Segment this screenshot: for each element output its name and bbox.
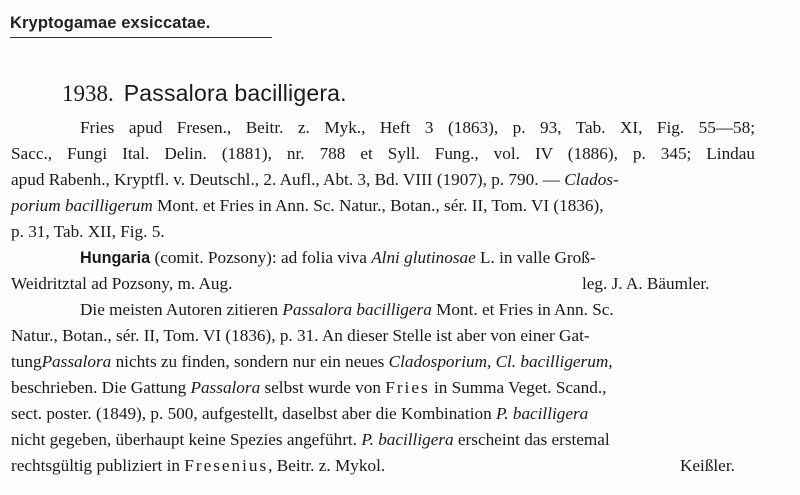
entry-number: 1938. <box>62 81 114 106</box>
collector: leg. J. A. Bäumler. <box>582 274 710 293</box>
para2-line2: Weidritztal ad Pozsony, m. Aug. <box>11 274 233 293</box>
para3-line2: Natur., Botan., sér. II, Tom. VI (1836), p. 31. An dieser Stelle ist aber von einer Gat- <box>11 326 590 345</box>
para1-line4: porium bacilligerum Mont. et Fries in Ann. Sc. Natur., Botan., sér. II, Tom. VI (1836), <box>11 196 604 215</box>
para1-line2: Sacc., Fungi Ital. Delin. (1881), nr. 788 et Syll. Fung., vol. IV (1886), p. 345; Lindau <box>11 144 755 163</box>
para3-line1: Die meisten Autoren zitieren Passalora bacilligera Mont. et Fries in Ann. Sc. <box>80 300 614 319</box>
para3-line5: sect. poster. (1849), p. 500, aufgestellt, daselbst aber die Kombination P. bacilligera <box>11 404 589 423</box>
para1-line5: p. 31, Tab. XII, Fig. 5. <box>11 222 165 241</box>
para2-line1: Hungaria (comit. Pozsony): ad folia viva Alni glutinosae L. in valle Groß- <box>80 248 596 267</box>
para1-line1: Fries apud Fresen., Beitr. z. Myk., Heft 3 (1863), p. 93, Tab. XI, Fig. 55—58; <box>80 118 755 137</box>
entry-title <box>62 80 347 107</box>
para1-line3: apud Rabenh., Kryptfl. v. Deutschl., 2. Aufl., Abt. 3, Bd. VIII (1907), p. 790. — Clados- <box>11 170 619 189</box>
author-signature: Keißler. <box>680 456 735 475</box>
species-name: Passalora bacilligera. <box>123 80 347 106</box>
para3-line4: beschrieben. Die Gattung Passalora selbst wurde von Fries in Summa Veget. Scand., <box>11 378 607 397</box>
section-header: Kryptogamae exsiccatae. <box>10 14 272 38</box>
para3-line7: rechtsgültig publiziert in Fresenius, Beitr. z. Mykol. <box>11 456 386 475</box>
para3-line6: nicht gegeben, überhaupt keine Spezies angeführt. P. bacilligera erscheint das erstemal <box>11 430 610 449</box>
para3-line3: tungPassalora nichts zu finden, sondern nur ein neues Cladosporium, Cl. bacilligerum, <box>11 352 613 371</box>
